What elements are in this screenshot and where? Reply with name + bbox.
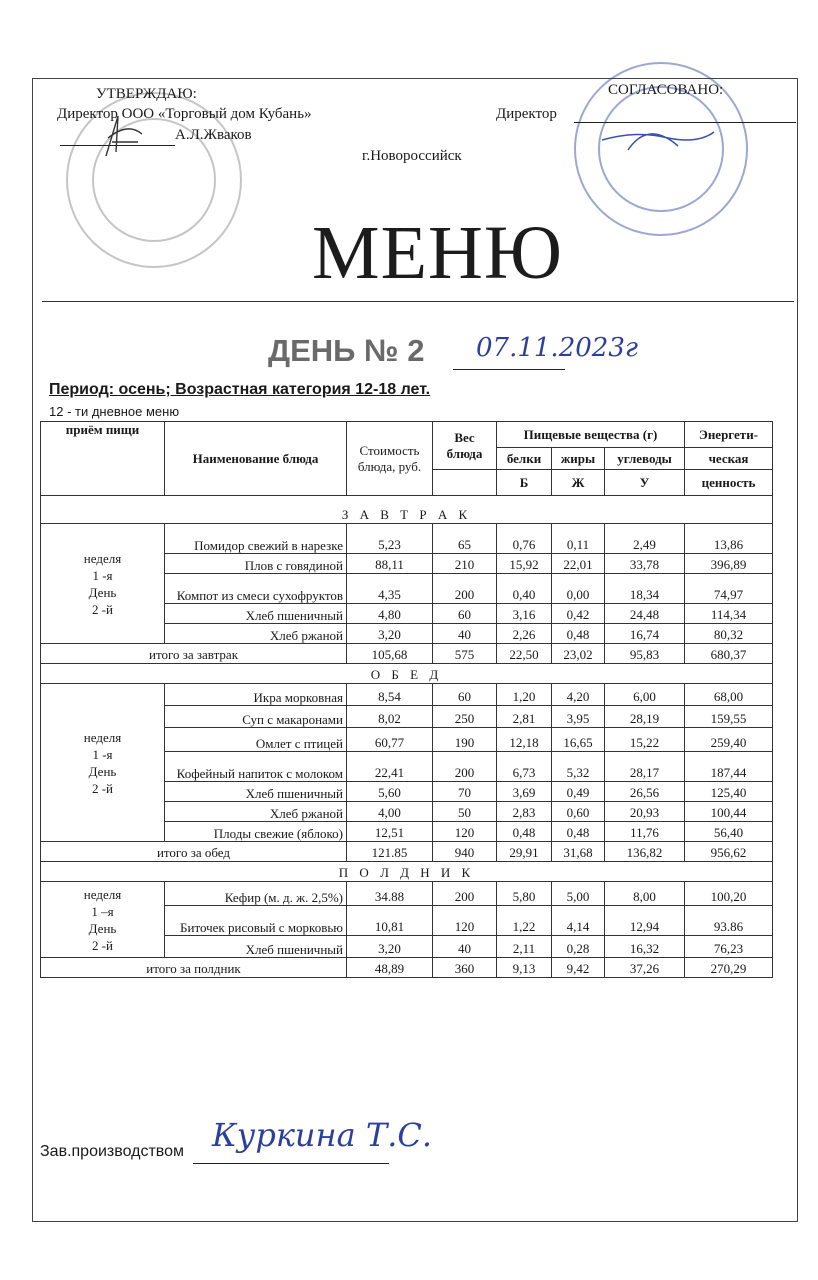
menu-type: 12 - ти дневное меню <box>49 404 180 419</box>
col-u: У <box>605 470 685 496</box>
col-weight-empty <box>433 470 497 496</box>
col-nutrients: Пищевые вещества (г) <box>497 422 685 448</box>
table-row <box>41 524 773 554</box>
dish-name: Кофейный напиток с молоком <box>165 752 347 782</box>
col-cost: Стоимость блюда, руб. <box>347 422 433 496</box>
col-dish: Наименование блюда <box>165 422 347 496</box>
section-row <box>41 664 773 684</box>
period-line: Период: осень; Возрастная категория 12-18 лет. <box>49 381 431 398</box>
meal-group-line: неделя <box>83 729 122 745</box>
total-carbs: 37,26 <box>605 958 685 978</box>
protein-cell: 2,83 <box>497 802 552 822</box>
col-meal: приём пищи <box>41 422 165 496</box>
cost-cell: 5,60 <box>347 782 433 802</box>
dish-name: Суп с макаронами <box>165 706 347 728</box>
protein-cell: 0,48 <box>497 822 552 842</box>
col-fat: жиры <box>552 448 605 470</box>
cost-cell: 12,51 <box>347 822 433 842</box>
cost-cell: 10,81 <box>347 906 433 936</box>
weight-cell: 120 <box>433 906 497 936</box>
fat-cell: 3,95 <box>552 706 605 728</box>
weight-cell: 50 <box>433 802 497 822</box>
total-energy: 680,37 <box>685 644 773 664</box>
carbs-cell: 28,17 <box>605 752 685 782</box>
table-row <box>41 882 773 906</box>
meal-group-line: 2 -й <box>91 601 114 617</box>
cost-cell: 4,80 <box>347 604 433 624</box>
dish-name: Плов с говядиной <box>165 554 347 574</box>
cost-cell: 8,02 <box>347 706 433 728</box>
day-date-handwritten: 07.11.2023г <box>476 333 639 363</box>
protein-cell: 2,81 <box>497 706 552 728</box>
energy-cell: 56,40 <box>685 822 773 842</box>
fat-cell: 5,32 <box>552 752 605 782</box>
energy-cell: 76,23 <box>685 936 773 958</box>
energy-cell: 13,86 <box>685 524 773 554</box>
fat-cell: 0,42 <box>552 604 605 624</box>
energy-cell: 396,89 <box>685 554 773 574</box>
total-fat: 31,68 <box>552 842 605 862</box>
total-carbs: 95,83 <box>605 644 685 664</box>
protein-cell: 2,26 <box>497 624 552 644</box>
section-title: П О Л Д Н И К <box>41 862 773 882</box>
total-weight: 575 <box>433 644 497 664</box>
dish-name: Плоды свежие (яблоко) <box>165 822 347 842</box>
carbs-cell: 33,78 <box>605 554 685 574</box>
protein-cell: 3,69 <box>497 782 552 802</box>
meal-group-line: День <box>88 920 117 936</box>
energy-cell: 259,40 <box>685 728 773 752</box>
cost-cell: 88,11 <box>347 554 433 574</box>
agree-title: СОГЛАСОВАНО: <box>608 82 724 98</box>
col-energy-3: ценность <box>685 470 773 496</box>
cost-cell: 34.88 <box>347 882 433 906</box>
protein-cell: 3,16 <box>497 604 552 624</box>
total-cost: 121.85 <box>347 842 433 862</box>
cost-cell: 4,35 <box>347 574 433 604</box>
fat-cell: 22,01 <box>552 554 605 574</box>
cost-cell: 22,41 <box>347 752 433 782</box>
approve-signature <box>98 112 148 160</box>
meal-group-cell <box>41 524 165 644</box>
dish-name: Хлеб ржаной <box>165 802 347 822</box>
weight-cell: 40 <box>433 936 497 958</box>
total-carbs: 136,82 <box>605 842 685 862</box>
energy-cell: 187,44 <box>685 752 773 782</box>
weight-cell: 120 <box>433 822 497 842</box>
total-label: итого за обед <box>41 842 347 862</box>
cost-cell: 3,20 <box>347 936 433 958</box>
fat-cell: 0,00 <box>552 574 605 604</box>
energy-cell: 68,00 <box>685 684 773 706</box>
fat-cell: 0,11 <box>552 524 605 554</box>
table-body <box>41 496 773 978</box>
col-weight: Вес блюда <box>433 422 497 470</box>
meal-group-line: 1 -я <box>92 567 113 583</box>
day-label: ДЕНЬ № 2 <box>268 333 425 368</box>
protein-cell: 1,20 <box>497 684 552 706</box>
fat-cell: 0,48 <box>552 624 605 644</box>
carbs-cell: 11,76 <box>605 822 685 842</box>
total-weight: 940 <box>433 842 497 862</box>
cost-cell: 8,54 <box>347 684 433 706</box>
weight-cell: 60 <box>433 684 497 706</box>
protein-cell: 15,92 <box>497 554 552 574</box>
section-title: О Б Е Д <box>41 664 773 684</box>
table-row <box>41 684 773 706</box>
fat-cell: 0,28 <box>552 936 605 958</box>
date-line <box>453 369 565 370</box>
weight-cell: 190 <box>433 728 497 752</box>
cost-cell: 5,23 <box>347 524 433 554</box>
fat-cell: 0,60 <box>552 802 605 822</box>
dish-name: Биточек рисовый с морковью <box>165 906 347 936</box>
energy-cell: 74,97 <box>685 574 773 604</box>
dish-name: Кефир (м. д. ж. 2,5%) <box>165 882 347 906</box>
total-row <box>41 842 773 862</box>
protein-cell: 0,76 <box>497 524 552 554</box>
table-head <box>41 422 773 496</box>
protein-cell: 5,80 <box>497 882 552 906</box>
carbs-cell: 24,48 <box>605 604 685 624</box>
energy-cell: 114,34 <box>685 604 773 624</box>
meal-group-line: 2 -й <box>91 937 114 953</box>
protein-cell: 2,11 <box>497 936 552 958</box>
total-energy: 270,29 <box>685 958 773 978</box>
weight-cell: 70 <box>433 782 497 802</box>
col-b: Б <box>497 470 552 496</box>
dish-name: Икра морковная <box>165 684 347 706</box>
cost-cell: 60,77 <box>347 728 433 752</box>
carbs-cell: 15,22 <box>605 728 685 752</box>
weight-cell: 250 <box>433 706 497 728</box>
carbs-cell: 18,34 <box>605 574 685 604</box>
total-cost: 105,68 <box>347 644 433 664</box>
title-divider <box>42 301 794 302</box>
fat-cell: 5,00 <box>552 882 605 906</box>
meal-group-line: 1 –я <box>91 903 114 919</box>
cost-cell: 3,20 <box>347 624 433 644</box>
section-row <box>41 862 773 882</box>
carbs-cell: 26,56 <box>605 782 685 802</box>
col-energy-2: ческая <box>685 448 773 470</box>
page-title: МЕНЮ <box>312 211 563 295</box>
fat-cell: 4,20 <box>552 684 605 706</box>
weight-cell: 40 <box>433 624 497 644</box>
weight-cell: 65 <box>433 524 497 554</box>
dish-name: Хлеб ржаной <box>165 624 347 644</box>
total-protein: 29,91 <box>497 842 552 862</box>
carbs-cell: 6,00 <box>605 684 685 706</box>
meal-group-line: День <box>88 584 117 600</box>
dish-name: Помидор свежий в нарезке <box>165 524 347 554</box>
protein-cell: 1,22 <box>497 906 552 936</box>
col-protein: белки <box>497 448 552 470</box>
weight-cell: 200 <box>433 574 497 604</box>
protein-cell: 12,18 <box>497 728 552 752</box>
total-row <box>41 958 773 978</box>
energy-cell: 93.86 <box>685 906 773 936</box>
protein-cell: 6,73 <box>497 752 552 782</box>
carbs-cell: 12,94 <box>605 906 685 936</box>
fat-cell: 0,48 <box>552 822 605 842</box>
meal-group-line: неделя <box>83 550 122 566</box>
total-protein: 22,50 <box>497 644 552 664</box>
meal-group-line: 1 -я <box>92 746 113 762</box>
dish-name: Хлеб пшеничный <box>165 604 347 624</box>
weight-cell: 210 <box>433 554 497 574</box>
weight-cell: 60 <box>433 604 497 624</box>
agree-signature <box>598 110 718 160</box>
total-energy: 956,62 <box>685 842 773 862</box>
total-row <box>41 644 773 664</box>
total-protein: 9,13 <box>497 958 552 978</box>
footer-signature: Куркина Т.С. <box>212 1116 433 1154</box>
col-energy-1: Энергети- <box>685 422 773 448</box>
energy-cell: 125,40 <box>685 782 773 802</box>
protein-cell: 0,40 <box>497 574 552 604</box>
meal-group-line: 2 -й <box>91 780 114 796</box>
approve-name: А.Л.Жваков <box>175 127 252 143</box>
energy-cell: 100,44 <box>685 802 773 822</box>
total-fat: 9,42 <box>552 958 605 978</box>
meal-group-line: День <box>88 763 117 779</box>
col-zh: Ж <box>552 470 605 496</box>
energy-cell: 80,32 <box>685 624 773 644</box>
dish-name: Омлет с птицей <box>165 728 347 752</box>
meal-group-cell <box>41 684 165 842</box>
carbs-cell: 2,49 <box>605 524 685 554</box>
fat-cell: 16,65 <box>552 728 605 752</box>
fat-cell: 4,14 <box>552 906 605 936</box>
dish-name: Хлеб пшеничный <box>165 782 347 802</box>
carbs-cell: 28,19 <box>605 706 685 728</box>
carbs-cell: 16,32 <box>605 936 685 958</box>
meal-group-cell <box>41 882 165 958</box>
agree-position: Директор <box>496 106 557 122</box>
carbs-cell: 16,74 <box>605 624 685 644</box>
total-fat: 23,02 <box>552 644 605 664</box>
city: г.Новороссийск <box>362 148 462 164</box>
approve-title: УТВЕРЖДАЮ: <box>96 86 197 102</box>
carbs-cell: 20,93 <box>605 802 685 822</box>
cost-cell: 4,00 <box>347 802 433 822</box>
col-carbs: углеводы <box>605 448 685 470</box>
carbs-cell: 8,00 <box>605 882 685 906</box>
weight-cell: 200 <box>433 882 497 906</box>
menu-table <box>40 421 773 978</box>
footer-signature-line <box>193 1163 389 1164</box>
fat-cell: 0,49 <box>552 782 605 802</box>
dish-name: Хлеб пшеничный <box>165 936 347 958</box>
total-label: итого за завтрак <box>41 644 347 664</box>
energy-cell: 100,20 <box>685 882 773 906</box>
total-weight: 360 <box>433 958 497 978</box>
approve-position: Директор ООО «Торговый дом Кубань» <box>57 106 312 122</box>
footer-label: Зав.производством <box>40 1143 184 1160</box>
dish-name: Компот из смеси сухофруктов <box>165 574 347 604</box>
weight-cell: 200 <box>433 752 497 782</box>
energy-cell: 159,55 <box>685 706 773 728</box>
total-cost: 48,89 <box>347 958 433 978</box>
meal-group-line: неделя <box>83 886 122 902</box>
total-label: итого за полдник <box>41 958 347 978</box>
section-title: З А В Т Р А К <box>41 496 773 524</box>
section-row <box>41 496 773 524</box>
